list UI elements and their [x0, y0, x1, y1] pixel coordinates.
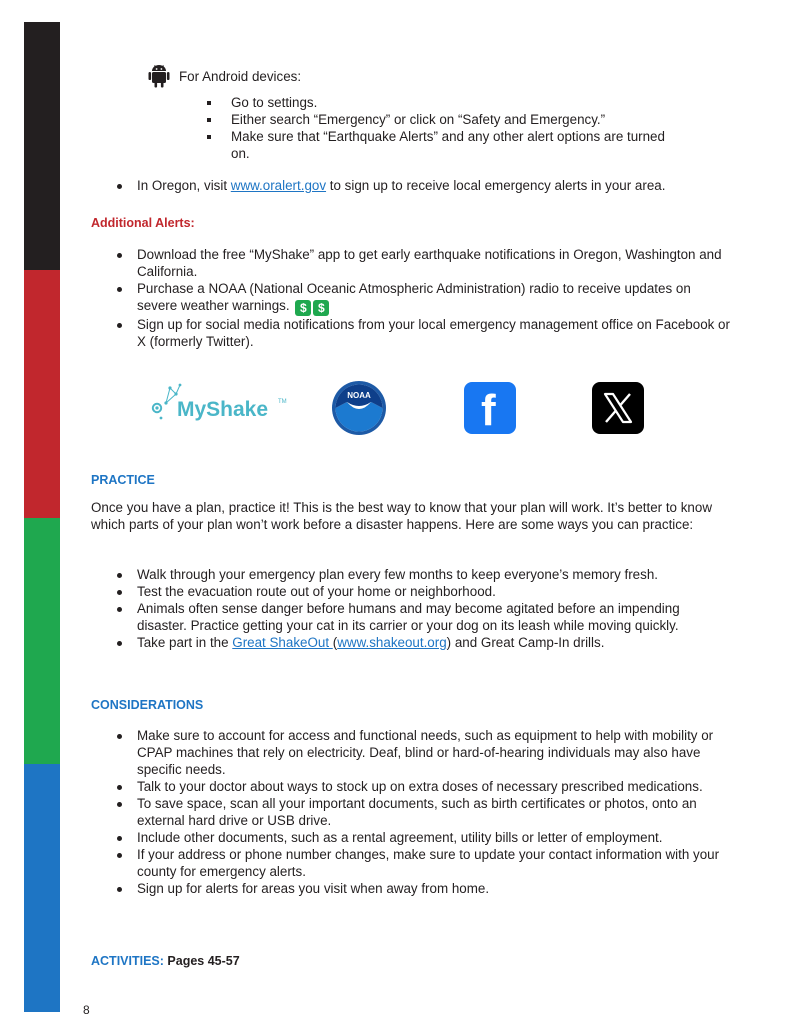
myshake-logo [150, 380, 287, 428]
list-item: In Oregon, visit www.oralert.gov to sign up to receive local emergency alerts in your area. [91, 177, 751, 194]
shakeout-url-link[interactable]: www.shakeout.org [337, 635, 447, 650]
list-item: Purchase a NOAA (National Oceanic Atmospheric Administration) radio to receive updates on severe weather warnings. $ $ [91, 280, 731, 316]
oralert-link[interactable]: www.oralert.gov [230, 178, 327, 193]
x-twitter-icon [592, 382, 644, 434]
list-item: Walk through your emergency plan every few months to keep everyone’s memory fresh. [91, 566, 731, 583]
list-item: Sign up for social media notifications from your local emergency management office on Facebook or X (formerly Twitter). [91, 316, 731, 350]
list-item: Make sure that “Earthquake Alerts” and any other alert options are turned on. [202, 128, 672, 162]
activities-line [91, 953, 240, 970]
dollar-icon: $ [295, 300, 311, 316]
list-item: Either search “Emergency” or click on “Safety and Emergency.” [202, 111, 672, 128]
color-stripe-green [24, 518, 60, 764]
considerations-list [91, 727, 731, 897]
activities-label: ACTIVITIES: [91, 954, 164, 968]
list-item: Test the evacuation route out of your home or neighborhood. [91, 583, 731, 600]
android-icon [148, 64, 170, 88]
color-stripe-black [24, 22, 60, 270]
list-item: Sign up for alerts for areas you visit when away from home. [91, 880, 731, 897]
list-item: If your address or phone number changes, make sure to update your contact information with your county for emergency alerts. [91, 846, 731, 880]
android-heading [148, 64, 301, 88]
android-label: For Android devices: [179, 68, 302, 84]
facebook-icon: f [464, 382, 516, 434]
list-item: Download the free “MyShake” app to get early earthquake notifications in Oregon, Washington and California. [91, 246, 731, 280]
list-item: Include other documents, such as a rental agreement, utility bills or letter of employment. [91, 829, 731, 846]
noaa-logo [331, 380, 387, 436]
additional-alerts-heading: Additional Alerts: [91, 216, 195, 230]
oregon-list [91, 177, 751, 194]
list-item: Take part in the Great ShakeOut (www.shakeout.org) and Great Camp-In drills. [91, 634, 731, 651]
myshake-trademark: TM [278, 399, 287, 405]
list-item: To save space, scan all your important documents, such as birth certificates or photos, onto an external hard drive or USB drive. [91, 795, 731, 829]
color-stripe-blue [24, 764, 60, 1012]
list-item: Talk to your doctor about ways to stock up on extra doses of necessary prescribed medications. [91, 778, 731, 795]
list-item: Make sure to account for access and functional needs, such as equipment to help with mobility or CPAP machines that rely on electricity. Deaf, blind or hard-of-hearing individuals may also have specific needs. [91, 727, 731, 778]
list-item: Go to settings. [202, 94, 672, 111]
considerations-heading: CONSIDERATIONS [91, 698, 204, 712]
page-number: 8 [83, 1003, 90, 1017]
myshake-wordmark: MyShake [177, 398, 269, 421]
noaa-text: NOAA [347, 391, 371, 400]
practice-list [91, 566, 731, 651]
practice-intro: Once you have a plan, practice it! This is the best way to know that your plan will work. It’s better to know which parts of your plan won’t work before a disaster happens. Here are some ways you can practice: [91, 500, 712, 532]
list-item: Animals often sense danger before humans and may become agitated before an impending disaster. Practice getting your cat in its carrier or your dog on its leash while moving quickly. [91, 600, 731, 634]
dollar-icon: $ [313, 300, 329, 316]
great-shakeout-link[interactable]: Great ShakeOut [232, 635, 333, 650]
activities-pages: Pages 45-57 [167, 954, 240, 968]
additional-alerts-list [91, 246, 731, 350]
app-logos [150, 380, 650, 436]
color-stripe-red [24, 270, 60, 518]
android-steps [202, 94, 672, 162]
practice-heading: PRACTICE [91, 473, 155, 487]
